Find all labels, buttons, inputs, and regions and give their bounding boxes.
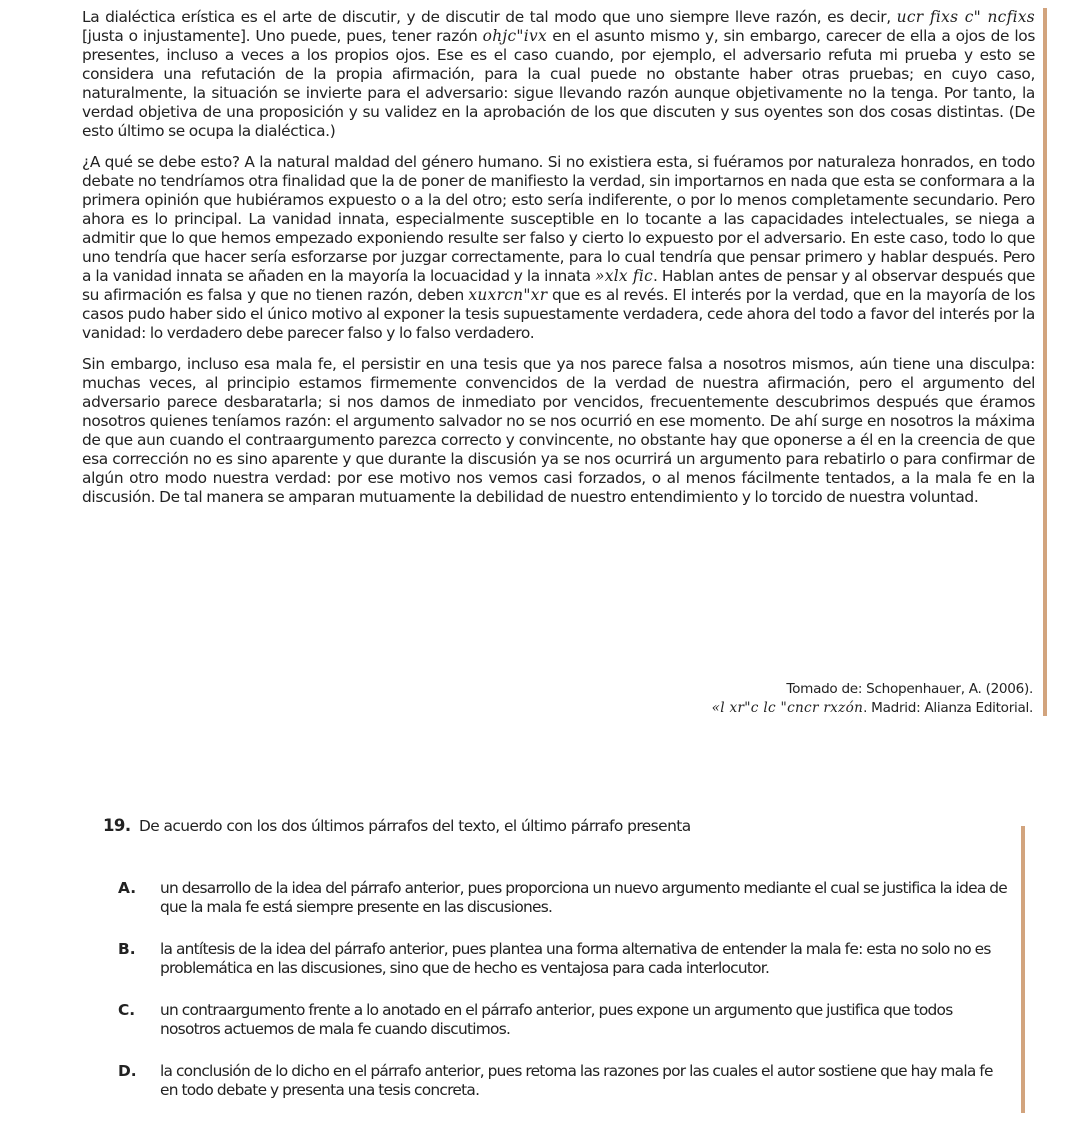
garbled-italic-text: ohjc"ivx [482, 27, 548, 45]
option-text: un contraargumento frente a lo anotado en el párrafo anterior, pues expone un argumento que justifica que todos nosotros actuemos de mala fe cuando discutimos. [160, 1001, 953, 1038]
question-stem [103, 816, 1003, 836]
option-text: un desarrollo de la idea del párrafo anterior, pues proporciona un nuevo argumento mediante el cual se justifica la idea de que la mala fe está siempre presente en las discusiones. [160, 879, 1007, 916]
option-b[interactable] [118, 940, 1008, 978]
option-letter: A. [118, 879, 137, 897]
passage-paragraph-1 [82, 8, 1035, 141]
text-segment: La dialéctica erística es el arte de discutir, y de discutir de tal modo que uno siempre lleve razón, es decir, [82, 8, 897, 26]
text-segment: [justa o injustamente]. Uno puede, pues, tener razón [82, 27, 483, 45]
text-segment: . Hablan antes de pensar y al observar después que su afirmación es falsa y que no tienen razón, deben [82, 267, 1035, 304]
garbled-italic-text: »xlx fic [595, 267, 653, 285]
option-a[interactable] [118, 879, 1008, 917]
option-d[interactable] [118, 1062, 1008, 1100]
text-segment: que es al revés. El interés por la verdad, que en la mayoría de los casos pudo haber sido el único motivo al exponer la tesis supuestamente verdadera, cede ahora del todo a favor del interés por la vanidad: lo verdadero debe parecer falso y lo falso verdadero. [82, 286, 1035, 342]
reading-passage [82, 8, 1035, 519]
passage-paragraph-3 [82, 355, 1035, 507]
option-letter: B. [118, 940, 136, 958]
garbled-italic-text: ucr fixs c" ncfixs [896, 8, 1035, 26]
text-segment: Sin embargo, incluso esa mala fe, el persistir en una tesis que ya nos parece falsa a nosotros mismos, aún tiene una disculpa: muchas veces, al principio estamos firmemente convencidos de la verdad de nuestra afirmación, pero el argumento del adversario parece desbaratarla; si nos damos de inmediato por vencidos, frecuentemente descubrimos después que éramos nosotros quienes teníamos razón: el argumento salvador no se nos ocurrió en ese momento. De ahí surge en nosotros la máxima de que aun cuando el contraargumento parezca correcto y convincente, no obstante hay que oponerse a él en la creencia de que esa corrección no es sino aparente y que durante la discusión ya se nos ocurrirá un argumento para rebatirlo o para confirmar de algún otro modo nuestra verdad: por ese motivo nos vemos casi forzados, o al menos fácilmente tentados, a la mala fe en la discusión. De tal manera se amparan mutuamente la debilidad de nuestro entendimiento y lo torcido de nuestra voluntad. [82, 355, 1035, 506]
question-accent-bar [1021, 826, 1025, 1113]
option-text: la conclusión de lo dicho en el párrafo anterior, pues retoma las razones por las cuales el autor sostiene que hay mala fe en todo debate y presenta una tesis concreta. [160, 1062, 993, 1099]
option-letter: C. [118, 1001, 136, 1019]
citation-line-1: Tomado de: Schopenhauer, A. (2006). [786, 681, 1033, 697]
question-text: De acuerdo con los dos últimos párrafos del texto, el último párrafo presenta [138, 817, 691, 835]
option-text: la antítesis de la idea del párrafo anterior, pues plantea una forma alternativa de entender la mala fe: esta no solo no es problemática en las discusiones, sino que de hecho es ventajosa para cada interlocutor. [160, 940, 991, 977]
option-letter: D. [118, 1062, 137, 1080]
garbled-italic-text: xuxrcn"xr [468, 286, 548, 304]
passage-paragraph-2 [82, 153, 1035, 343]
book-title-garbled: «l xr"c lc "cncr rxzón [711, 700, 864, 716]
citation-publisher: . Madrid: Alianza Editorial. [863, 700, 1033, 716]
option-c[interactable] [118, 1001, 1008, 1039]
text-segment: en el asunto mismo y, sin embargo, carecer de ella a ojos de los presentes, incluso a veces a los propios ojos. Ese es el caso cuando, por ejemplo, el adversario refuta mi prueba y esto se considera una refutación de la propia afirmación, para la cual puede no obstante haber otras pruebas; en cuyo caso, naturalmente, la situación se invierte para el adversario: sigue llevando razón aunque objetivamente no la tenga. Por tanto, la verdad objetiva de una proposición y su validez en la aprobación de los que discuten y sus oyentes son dos cosas distintas. (De esto último se ocupa la dialéctica.) [82, 27, 1035, 140]
citation-line-2 [712, 699, 1033, 718]
passage-accent-bar [1043, 8, 1047, 716]
source-citation [712, 680, 1033, 718]
text-segment: ¿A qué se debe esto? A la natural maldad del género humano. Si no existiera esta, si fuéramos por naturaleza honrados, en todo debate no tendríamos otra finalidad que la de poner de manifiesto la verdad, sin importarnos en nada que esta se conformara a la primera opinión que hubiéramos expuesto o a la del otro; esto sería indiferente, o por lo menos completamente secundario. Pero ahora es lo principal. La vanidad innata, especialmente susceptible en lo tocante a las capacidades intelectuales, se niega a admitir que lo que hemos empezado exponiendo resulte ser falso y cierto lo expuesto por el adversario. En este caso, todo lo que uno tendría que hacer sería esforzarse por juzgar correctamente, para lo cual tendría que pensar primero y hablar después. Pero a la vanidad innata se añaden en la mayoría la locuacidad y la innata [82, 153, 1035, 285]
question-number: 19. [103, 816, 131, 835]
answer-options [118, 879, 1008, 1123]
